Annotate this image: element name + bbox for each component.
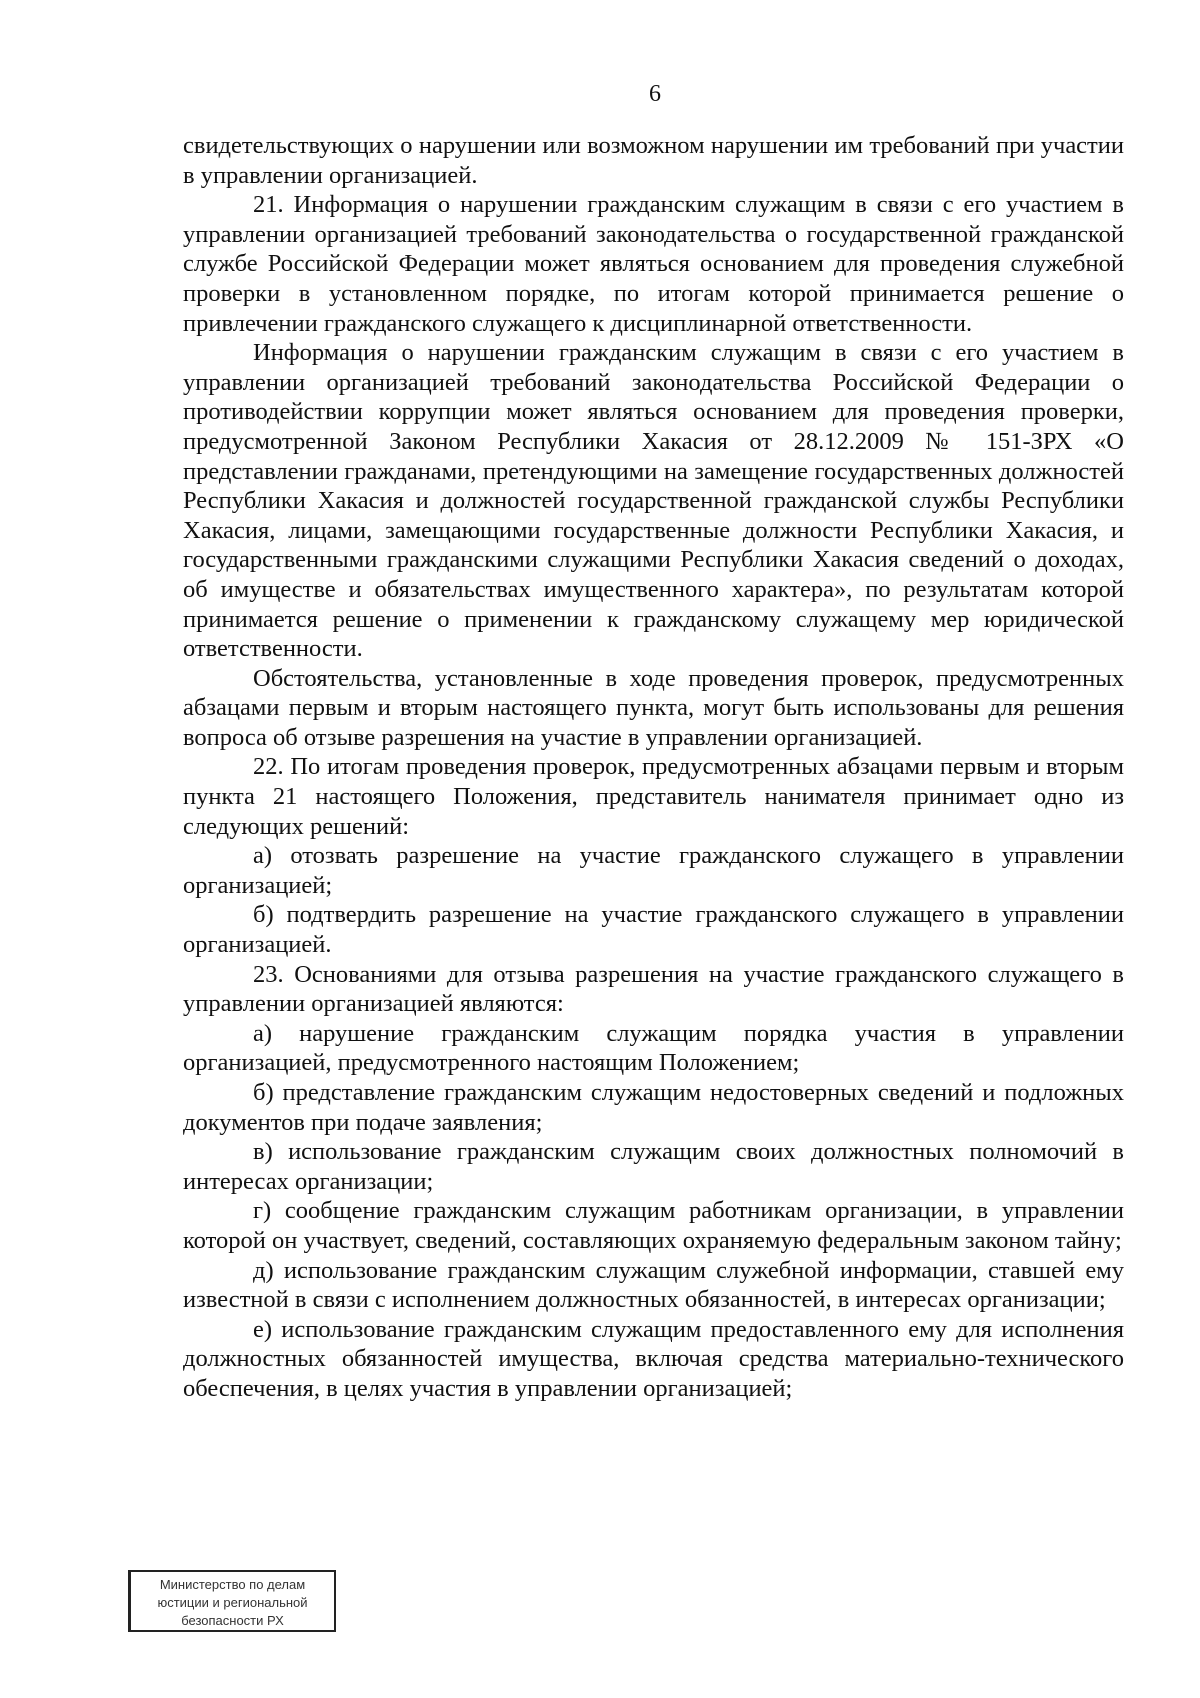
paragraph-23-d: д) использование гражданским служащим служебной информации, ставшей ему известной в связи с исполнением должностных обязанностей, в интересах организации; bbox=[183, 1256, 1124, 1314]
paragraph-23: 23. Основаниями для отзыва разрешения на участие гражданского служащего в управлении организацией являются: bbox=[183, 960, 1124, 1018]
paragraph-22-b: б) подтвердить разрешение на участие гражданского служащего в управлении организацией. bbox=[183, 901, 1124, 959]
paragraph-21-second: Информация о нарушении гражданским служащим в связи с его участием в управлении организацией требований законодательства Российской Федерации о противодействии коррупции может являться основанием для проведения проверки, предусмотренной Законом Республики Хакасия от 28.12.2009 № 151-ЗРХ «О представлении гражданами, претендующими на замещение государственных должностей Республики Хакасия и должностей государственной гражданской службы Республики Хакасия, лицами, замещающими государственные должности Республики Хакасия, и государственными гражданскими служащими Республики Хакасия сведений о доходах, об имуществе и обязательствах имущественного характера», по результатам которой принимается решение о применении к гражданскому служащему мер юридической ответственности. bbox=[183, 339, 1124, 663]
paragraph-23-e: е) использование гражданским служащим предоставленного ему для исполнения должностных обязанностей имущества, включая средства материально-технического обеспечения, в целях участия в управлении организацией; bbox=[183, 1315, 1124, 1402]
paragraph-22-a: а) отозвать разрешение на участие гражданского служащего в управлении организацией; bbox=[183, 842, 1124, 899]
document-body bbox=[183, 131, 1124, 1404]
paragraph-23-g: г) сообщение гражданским служащим работникам организации, в управлении которой он участвует, сведений, составляющих охраняемую федеральным законом тайну; bbox=[183, 1197, 1124, 1254]
stamp-line: юстиции и региональной bbox=[157, 1595, 308, 1610]
stamp-line: безопасности РХ bbox=[181, 1613, 284, 1628]
paragraph-21-third: Обстоятельства, установленные в ходе проведения проверок, предусмотренных абзацами первым и вторым настоящего пункта, могут быть использованы для решения вопроса об отзыве разрешения на участие в управлении организацией. bbox=[183, 664, 1124, 751]
paragraph-continuation: свидетельствующих о нарушении или возможном нарушении им требований при участии в управлении организацией. bbox=[183, 132, 1124, 189]
ministry-stamp bbox=[128, 1570, 336, 1632]
stamp-line: Министерство по делам bbox=[159, 1577, 306, 1592]
paragraph-23-v: в) использование гражданским служащим своих должностных полномочий в интересах организации; bbox=[183, 1138, 1124, 1195]
page-number: 6 bbox=[649, 81, 661, 107]
paragraph-22: 22. По итогам проведения проверок, предусмотренных абзацами первым и вторым пункта 21 настоящего Положения, представитель нанимателя принимает одно из следующих решений: bbox=[183, 753, 1124, 840]
paragraph-23-b: б) представление гражданским служащим недостоверных сведений и подложных документов при подаче заявления; bbox=[183, 1079, 1124, 1136]
paragraph-21: 21. Информация о нарушении гражданским служащим в связи с его участием в управлении организацией требований законодательства о государственной гражданской службе Российской Федерации может являться основанием для проведения служебной проверки в установленном порядке, по итогам которой принимается решение о привлечении гражданского служащего к дисциплинарной ответственности. bbox=[183, 191, 1124, 337]
paragraph-23-a: а) нарушение гражданским служащим порядка участия в управлении организацией, предусмотренного настоящим Положением; bbox=[183, 1019, 1124, 1077]
